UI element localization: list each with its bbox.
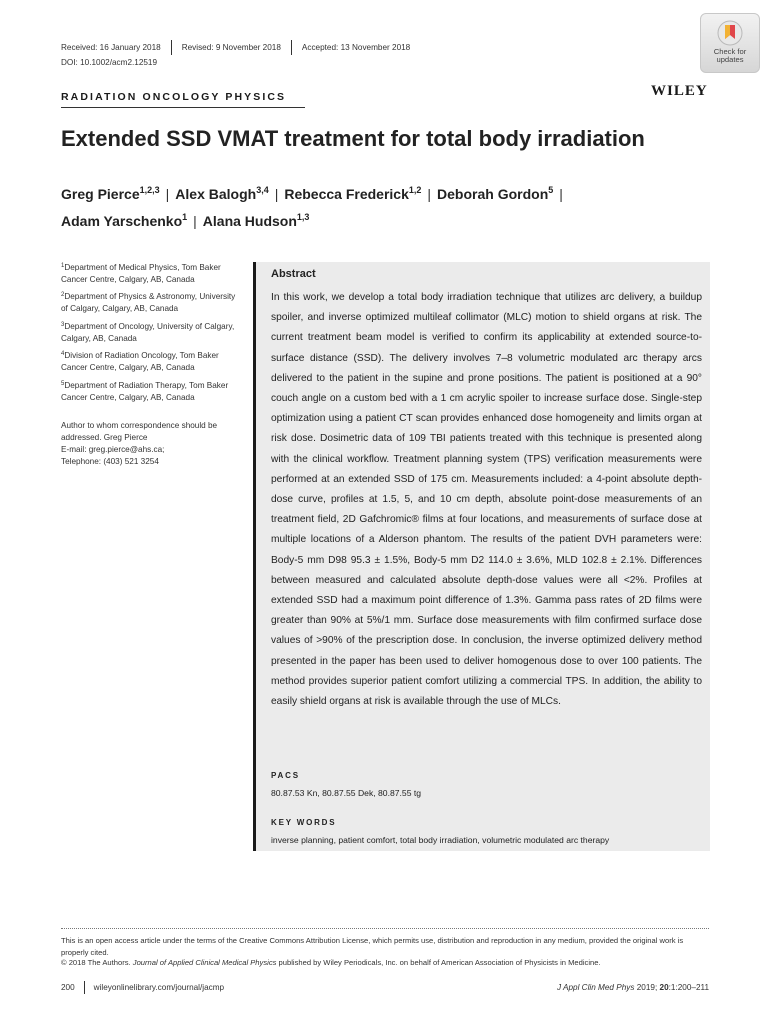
affiliation-text: Department of Oncology, University of Calgary, Calgary, AB, Canada [61, 321, 235, 343]
journal-name: Journal of Applied Clinical Medical Physics [132, 958, 277, 967]
affiliations [61, 262, 241, 409]
affiliation-marker: 1 [61, 263, 65, 269]
author-affiliation-marker: 1 [182, 212, 188, 222]
author-name: Rebecca Frederick [284, 186, 409, 202]
publisher-logo: WILEY [651, 83, 708, 99]
abstract-heading: Abstract [271, 268, 316, 280]
page-number: 200 [61, 983, 75, 992]
author-separator: | [193, 213, 197, 229]
doi: DOI: 10.1002/acm2.12519 [61, 58, 158, 67]
affiliation [61, 321, 241, 345]
correspondence-intro: Author to whom correspondence should be addressed. Greg Pierce [61, 421, 218, 443]
author-affiliation-marker: 1,2 [408, 185, 422, 195]
crossmark-icon [716, 19, 744, 47]
author-name: Deborah Gordon [437, 186, 549, 202]
author-name: Adam Yarschenko [61, 213, 183, 229]
author-separator: | [165, 186, 170, 202]
author-name: Greg Pierce [61, 186, 140, 202]
author-affiliation-marker: 5 [548, 185, 554, 195]
correspondence-phone: Telephone: (403) 521 3254 [61, 457, 159, 467]
badge-label-line1: Check for [713, 47, 747, 56]
affiliation [61, 291, 241, 315]
author-separator: | [274, 186, 279, 202]
section-label: RADIATION ONCOLOGY PHYSICS [61, 91, 287, 103]
correspondence-email[interactable]: E-mail: greg.pierce@ahs.ca; [61, 445, 165, 455]
license-notice: This is an open access article under the terms of the Creative Commons Attribution License, which permits use, distribution and reproduction in any medium, provided the original work is properly cited. [61, 936, 684, 957]
pacs-codes: 80.87.53 Kn, 80.87.55 Dek, 80.87.55 tg [271, 788, 422, 798]
author-affiliation-marker: 1,2,3 [139, 185, 160, 195]
affiliation-text: Department of Radiation Therapy, Tom Baker Cancer Centre, Calgary, AB, Canada [61, 380, 229, 402]
badge-label-line2: updates [716, 55, 744, 64]
author [203, 213, 310, 229]
publication-dates [61, 40, 410, 55]
copyright-suffix: published by Wiley Periodicals, Inc. on behalf of American Association of Physicists in Medicine. [278, 958, 601, 967]
journal-url[interactable]: wileyonlinelibrary.com/journal/jacmp [93, 983, 225, 992]
abstract-left-rule [253, 262, 256, 851]
correspondence [61, 420, 241, 468]
citation-year: 2019; [636, 983, 658, 992]
citation-journal: J Appl Clin Med Phys [556, 983, 635, 992]
badge-label [714, 48, 747, 64]
pacs-label: PACS [271, 771, 300, 780]
citation-volume: 20 [659, 983, 669, 992]
author [175, 186, 268, 202]
author-list [61, 181, 701, 235]
page-footer [61, 981, 709, 994]
check-for-updates-badge[interactable] [700, 13, 760, 73]
date-divider [171, 40, 172, 55]
revised-date: Revised: 9 November 2018 [181, 43, 281, 52]
author [437, 186, 553, 202]
copyright-notice [61, 958, 709, 967]
received-date: Received: 16 January 2018 [61, 43, 161, 52]
author-name: Alex Balogh [175, 186, 257, 202]
affiliation [61, 262, 241, 286]
affiliation-text: Division of Radiation Oncology, Tom Baker Cancer Centre, Calgary, AB, Canada [61, 351, 219, 373]
date-divider [291, 40, 292, 55]
abstract-text: In this work, we develop a total body irradiation technique that utilizes arc delivery, a buildup spoiler, and inverse optimized multileaf collimator (MLC) motion to shield organs at risk. The current treatment beam model is verified to confirm its applicability at extended source-to-surface distance (SSD). The delivery involves 7–8 volumetric modulated arc therapy arcs delivered to the patient in the supine and prone positions. The patient is positioned at a 90° couch angle on a custom bed with a 1 cm acrylic spoiler to increase surface dose. Single-step optimization using a patient CT scan provides enhanced dose homogeneity and limits organ at risk dose. Dosimetric data of 109 TBI patients treated with this technique is presented along with the clinical workflow. Treatment planning system (TPS) verification measurements were performed at an extended SSD of 175 cm. Measurements included: a 4-point absolute depth-dose curve, profiles at 1.5, 5, and 10 cm depth, absolute point-dose measurements of an treatment field, 2D Gafchromic® films at four locations, and measurements of surface dose at multiple locations of a Alderson phantom. The results of the patient DVH parameters were: Body-5 mm D98 95.3 ± 1.5%, Body-5 mm D2 114.0 ± 3.6%, MLD 102.8 ± 2.1%. Differences between measured and calculated absolute depth-dose values were all <2%. Profiles at extended SSD had a maximum point difference of 1.3%. Gamma pass rates of 2D films were greater than 90% at 5%/1 mm. Surface dose measurements with film confirmed surface dose values of >90% of the prescription dose. In conclusion, the inverse optimized delivery method presented in the paper has been used to deliver homogenous dose to over 100 patients. The method provides superior patient comfort utilizing a commercial TPS. In addition, the ability to easily shield organs at risk is available through the use of MLCs. [271, 292, 702, 708]
citation-issue-pages: :1:200–211 [668, 983, 709, 992]
affiliation [61, 380, 241, 404]
author [61, 213, 187, 229]
citation [557, 983, 709, 992]
author [284, 186, 421, 202]
footer-separator [84, 981, 85, 994]
affiliation-marker: 4 [61, 351, 65, 358]
author-separator: | [559, 186, 563, 202]
affiliation-text: Department of Medical Physics, Tom Baker Cancer Centre, Calgary, AB, Canada [61, 263, 221, 285]
affiliation-marker: 2 [61, 292, 65, 299]
affiliation-text: Department of Physics & Astronomy, University of Calgary, Calgary, AB, Canada [61, 292, 236, 314]
author-affiliation-marker: 3,4 [256, 185, 269, 195]
author-affiliation-marker: 1,3 [296, 212, 310, 222]
keywords: inverse planning, patient comfort, total body irradiation, volumetric modulated arc therapy [271, 835, 610, 845]
author-separator: | [427, 186, 432, 202]
author-name: Alana Hudson [202, 213, 297, 229]
affiliation [61, 350, 241, 374]
affiliation-marker: 3 [61, 321, 65, 328]
copyright-prefix: © 2018 The Authors. [61, 958, 131, 967]
section-underline [61, 107, 305, 108]
article-title: Extended SSD VMAT treatment for total body irradiation [61, 126, 645, 151]
accepted-date: Accepted: 13 November 2018 [301, 43, 411, 52]
keywords-label: KEY WORDS [271, 818, 337, 827]
affiliation-marker: 5 [61, 380, 65, 387]
footer-divider [61, 928, 709, 929]
author [61, 186, 160, 202]
